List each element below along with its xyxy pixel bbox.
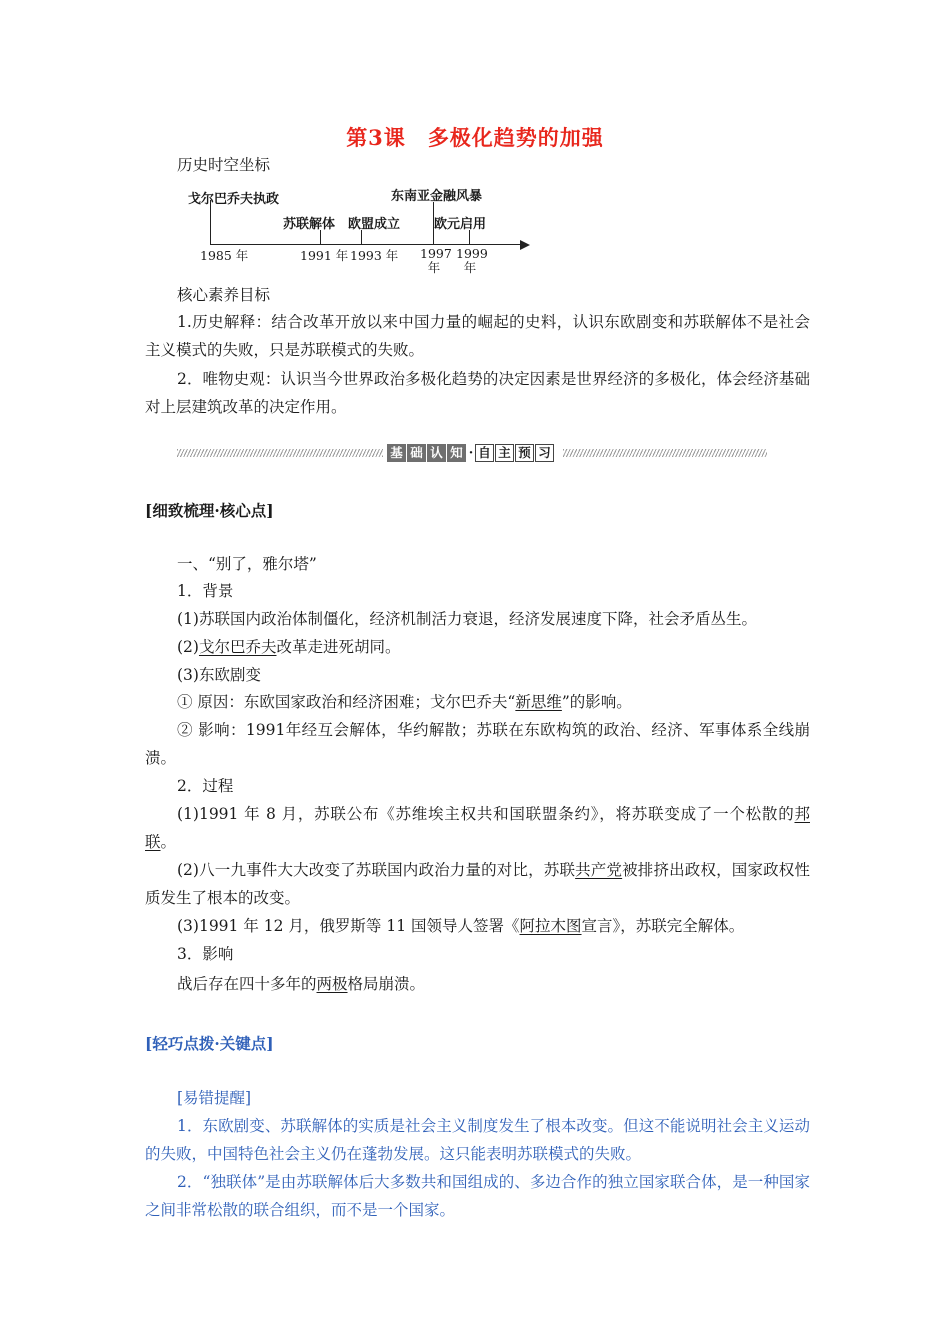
underlined-term: 邦联 bbox=[145, 805, 810, 851]
core-goals-heading: 核心素养目标 bbox=[177, 286, 271, 304]
paragraph: (2)八一九事件大大改变了苏联国内政治力量的对比，苏联共产党被排挤出政权，国家政权性质发生了根本的改变。 bbox=[145, 861, 810, 907]
section-title: [轻巧点拨·关键点] bbox=[145, 1034, 274, 1053]
tip-item: 1．东欧剧变、苏联解体的实质是社会主义制度发生了根本改变。但这不能说明社会主义运动的失败，中国特色社会主义仍在蓬勃发展。这只能表明苏联模式的失败。 bbox=[145, 1117, 810, 1163]
timeline-year: 1997 年 bbox=[420, 246, 452, 275]
timeline-event-label: 戈尔巴乔夫执政 bbox=[188, 192, 280, 207]
timeline-arrow bbox=[520, 240, 530, 250]
timeline-year: 1991 年 bbox=[300, 248, 349, 263]
paragraph: (3)1991 年 12 月，俄罗斯等 11 国领导人签署《阿拉木图宣言》，苏联完全解体。 bbox=[177, 917, 745, 935]
subheading: 2．过程 bbox=[177, 777, 234, 795]
underlined-term: 共产党 bbox=[575, 861, 623, 879]
paragraph: (3)东欧剧变 bbox=[177, 666, 261, 684]
banner-hatch-left bbox=[177, 449, 383, 457]
timeline-event-label: 欧元启用 bbox=[434, 217, 487, 232]
banner-chip: 自 bbox=[475, 444, 494, 462]
timeline-tick bbox=[469, 230, 470, 244]
page-title bbox=[0, 122, 950, 152]
tips-heading: [易错提醒] bbox=[177, 1089, 252, 1107]
timeline-year: 1993 年 bbox=[350, 248, 399, 263]
subheading: 3．影响 bbox=[177, 945, 234, 963]
banner-chip: 预 bbox=[515, 444, 534, 462]
core-goal-item: 2．唯物史观：认识当今世界政治多极化趋势的决定因素是世界经济的多极化，体会经济基础对上层建筑改革的决定作用。 bbox=[145, 370, 810, 416]
banner-chip: 础 bbox=[407, 444, 426, 462]
underlined-term: 戈尔巴乔夫 bbox=[198, 638, 277, 656]
paragraph: 战后存在四十多年的两极格局崩溃。 bbox=[177, 975, 426, 993]
tip-item: 2．“独联体”是由苏联解体后大多数共和国组成的、多边合作的独立国家联合体，是一种国家之间非常松散的联合组织，而不是一个国家。 bbox=[145, 1173, 810, 1219]
banner-chip: 知 bbox=[447, 444, 466, 462]
paragraph: ① 原因：东欧国家政治和经济困难；戈尔巴乔夫“新思维”的影响。 bbox=[177, 693, 632, 711]
section-banner bbox=[177, 443, 767, 463]
banner-hatch-right bbox=[563, 449, 767, 457]
paragraph: (2)戈尔巴乔夫改革走进死胡同。 bbox=[177, 638, 401, 656]
timeline-year: 1985 年 bbox=[200, 248, 249, 263]
timeline-year: 1999 年 bbox=[456, 246, 488, 275]
banner-chip: 习 bbox=[535, 444, 554, 462]
timeline-axis bbox=[210, 244, 525, 245]
timeline-heading: 历史时空坐标 bbox=[177, 156, 271, 174]
paragraph: (1)苏联国内政治体制僵化，经济机制活力衰退，经济发展速度下降，社会矛盾丛生。 bbox=[177, 610, 757, 628]
banner-separator: · bbox=[468, 445, 474, 461]
section-title: [细致梳理·核心点] bbox=[145, 501, 274, 520]
timeline-tick bbox=[320, 230, 321, 244]
subheading: 1．背景 bbox=[177, 582, 234, 600]
lesson-name: 多极化趋势的加强 bbox=[427, 125, 604, 150]
banner-chips bbox=[387, 443, 555, 463]
banner-chip: 基 bbox=[387, 444, 406, 462]
timeline-event-label: 苏联解体 bbox=[283, 217, 336, 232]
paragraph: ② 影响：1991年经互会解体，华约解散；苏联在东欧构筑的政治、经济、军事体系全线崩溃。 bbox=[145, 721, 810, 767]
timeline-tick bbox=[361, 230, 362, 244]
underlined-term: 新思维 bbox=[515, 693, 562, 711]
paragraph: (1)1991 年 8 月，苏联公布《苏维埃主权共和国联盟条约》，将苏联变成了一个松散的邦联。 bbox=[145, 805, 810, 851]
timeline-event-label: 欧盟成立 bbox=[348, 217, 401, 232]
lesson-number: 第3课 bbox=[346, 125, 406, 150]
timeline-event-label: 东南亚金融风暴 bbox=[391, 189, 483, 204]
part-heading: 一、“别了，雅尔塔” bbox=[177, 555, 317, 573]
core-goal-item: 1.历史解释：结合改革开放以来中国力量的崛起的史料，认识东欧剧变和苏联解体不是社会主义模式的失败，只是苏联模式的失败。 bbox=[145, 313, 810, 359]
underlined-term: 两极 bbox=[316, 975, 348, 993]
banner-chip: 主 bbox=[495, 444, 514, 462]
banner-chip: 认 bbox=[427, 444, 446, 462]
timeline bbox=[170, 180, 550, 280]
underlined-term: 阿拉木图 bbox=[519, 917, 582, 935]
